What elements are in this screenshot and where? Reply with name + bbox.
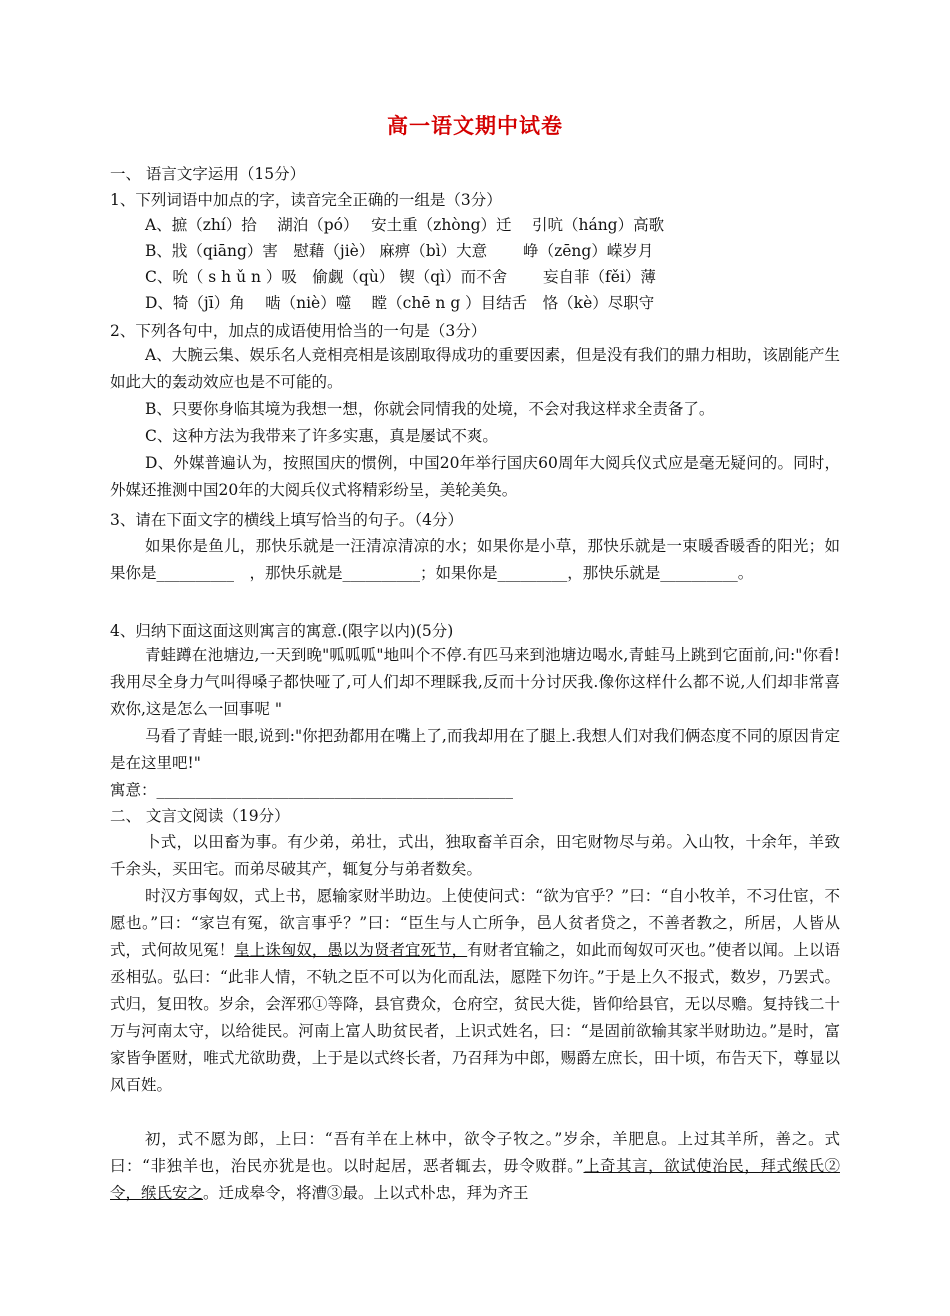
q4-story-p1: 青蛙蹲在池塘边,一天到晚"呱呱呱"地叫个不停.有匹马来到池塘边喝水,青蛙马上跳到它面前,问:"你看!我用尽全身力气叫得嗓子都快哑了,可人们却不理睬我,反而十分讨厌我.像你这样什么都不说,人们却非常喜欢你,这是怎么一回事呢 "	[110, 646, 840, 718]
q4-story-p2: 马看了青蛙一眼,说到:"你把劲都用在嘴上了,而我却用在了腿上.我想人们对我们俩态度不同的原因肯定是在这里吧!"	[110, 727, 840, 772]
section1-heading: 一、 语言文字运用（15分）	[110, 165, 306, 183]
p2-part1: 时汉方事匈奴，式上书，愿输家财半助边。上使使问式：“欲为官乎？”曰：“自小牧羊，不习仕宦，不愿也。”曰：“家岂有冤，欲言事乎？”曰：“臣生与人亡所争，邑人贫者贷之，不善者教之，所居，人皆从式，式何故见冤！	[110, 887, 840, 959]
section2-heading: 二、 文言文阅读（19分）	[110, 807, 290, 825]
q1-option-d: D、犄（jī）角 啮（niè）噬 瞠（chē n g ）目结舌 恪（kè）尽职守	[145, 294, 655, 312]
q4-stem: 4、归纳下面这面这则寓言的寓意.(限字以内)(5分)	[110, 622, 454, 640]
q2-option-b: B、只要你身临其境为我想一想，你就会同情我的处境，不会对我这样求全责备了。	[145, 400, 715, 418]
underlined-sentence-1: 皇上诛匈奴，愚以为贤者宜死节，	[234, 941, 468, 959]
q2-option-c: C、这种方法为我带来了许多实惠，真是屡试不爽。	[145, 427, 498, 445]
page-title: 高一语文期中试卷	[387, 113, 563, 138]
q1-option-a: A、摭（zhí）拾 湖泊（pó） 安土重（zhòng）迁 引吭（háng）高歌	[145, 216, 665, 234]
underlined-sentence-2: 上奇其言，欲试使治民，拜式缑氏②令，缑氏安之	[110, 1157, 840, 1202]
q2-option-d: D、外媒普遍认为，按照国庆的惯例，中国20年举行国庆60周年大阅兵仪式应是毫无疑问的。同时，外媒还推测中国20年的大阅兵仪式将精彩纷呈，美轮美奂。	[110, 454, 840, 499]
classical-text-p3	[110, 1126, 840, 1207]
q1-stem: 1、下列词语中加点的字，读音完全正确的一组是（3分）	[110, 191, 502, 209]
q3-body: 如果你是鱼儿，那快乐就是一汪清凉清凉的水；如果你是小草，那快乐就是一束暖香暖香的阳光；如果你是__________ ，那快乐就是__________；如果你是_________，那快乐就是__________。	[110, 537, 840, 582]
p3-part1: 初，式不愿为郎，上曰：“吾有羊在上林中，欲令子牧之。”岁余，羊肥息。上过其羊所，善之。式曰：“非独羊也，治民亦犹是也。以时起居，恶者辄去，毋令败群。”	[110, 1130, 840, 1175]
q2-option-a: A、大腕云集、娱乐名人竞相亮相是该剧取得成功的重要因素，但是没有我们的鼎力相助，该剧能产生如此大的轰动效应也是不可能的。	[110, 346, 840, 391]
classical-text-p1: 卜式，以田畜为事。有少弟，弟壮，式出，独取畜羊百余，田宅财物尽与弟。入山牧，十余年，羊致千余头，买田宅。而弟尽破其产，辄复分与弟者数矣。	[110, 833, 840, 878]
p3-part2: 。迁成皋令，将漕③最。上以式朴忠，拜为齐王	[203, 1184, 529, 1202]
q1-option-c: C、吮（ s h ǔ n ）吸 偷觑（qù） 锲（qì）而不舍 妄自菲（fěi）薄	[145, 268, 656, 286]
q2-stem: 2、下列各句中，加点的成语使用恰当的一句是（3分）	[110, 322, 487, 340]
p2-part2: 有财者宜输之，如此而匈奴可灭也。”使者以闻。上以语丞相弘。弘曰：“此非人情，不轨之臣不可以为化而乱法，愿陛下勿许。”于是上久不报式，数岁，乃罢式。式归，复田牧。岁余，会浑邪①等降，县官费众，仓府空，贫民大徙，皆仰给县官，无以尽赡。复持钱二十万与河南太守，以给徙民。河南上富人助贫民者，上识式姓名，曰：“是固前欲输其家半财助边。”是时，富家皆争匿财，唯式尤欲助费，上于是以式终长者，乃召拜为中郎，赐爵左庶长，田十顷，布告天下，尊显以风百姓。	[110, 941, 840, 1094]
q4-answer-line: 寓意：______________________________________________	[110, 781, 514, 799]
q1-option-b: B、戕（qiāng）害 慰藉（jiè） 麻痹（bì）大意 峥（zēng）嵘岁月	[145, 242, 654, 260]
classical-text-p2	[110, 883, 840, 1099]
q3-stem: 3、请在下面文字的横线上填写恰当的句子。（4分）	[110, 511, 463, 529]
